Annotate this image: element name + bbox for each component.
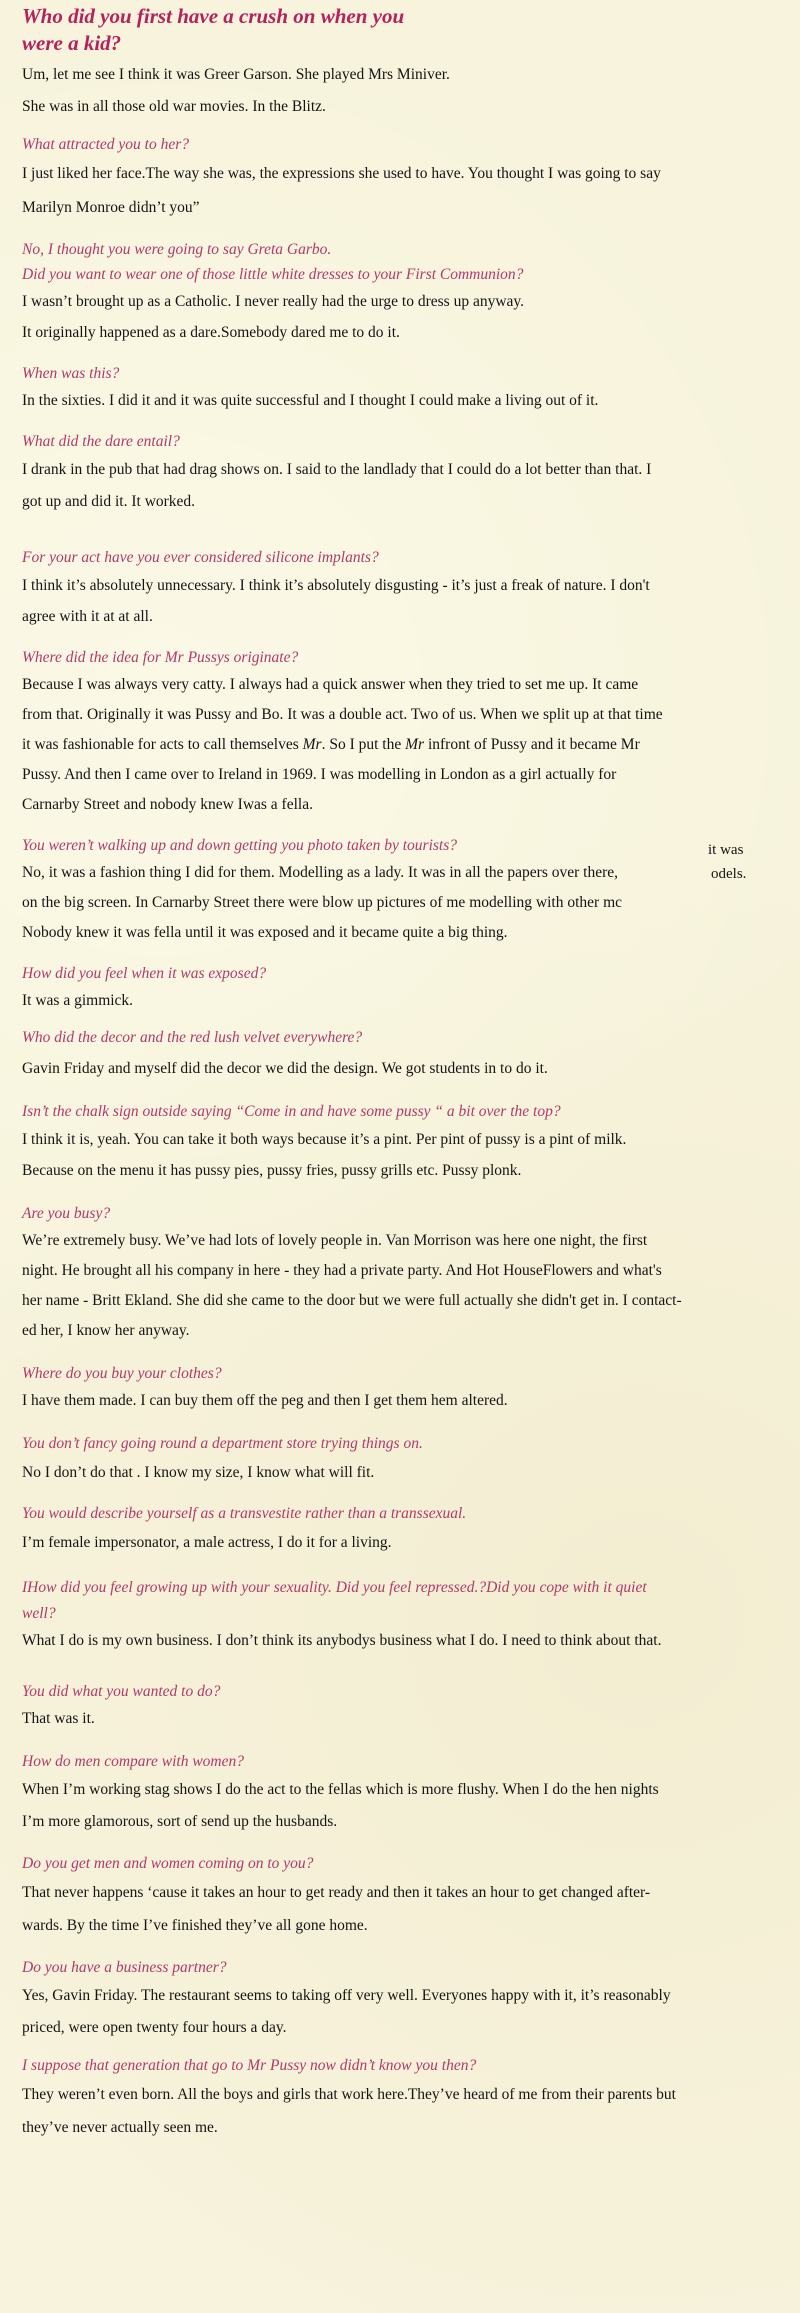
answer-line: I have them made. I can buy them off the peg and then I get them hem altered. xyxy=(22,1392,508,1409)
answer xyxy=(22,386,780,416)
question: When was this? xyxy=(22,365,120,382)
qa-item xyxy=(22,430,780,518)
qa-item xyxy=(22,1026,780,1084)
headline xyxy=(22,3,422,57)
answer-line: In the sixties. I did it and it was quite successful and I thought I could make a living out of it. xyxy=(22,392,599,409)
question: What did the dare entail? xyxy=(22,433,180,450)
qa-item xyxy=(22,834,780,948)
answer-line: No I don’t do that . I know my size, I know what will fit. xyxy=(22,1464,375,1481)
question: IHow did you feel growing up with your sexuality. Did you feel repressed.?Did you cope with it quiet xyxy=(22,1579,647,1596)
answer xyxy=(22,1528,780,1558)
answer-line: on the big screen. In Carnarby Street there were blow up pictures of me modelling with other mc xyxy=(22,894,623,911)
answer-line: Um, let me see I think it was Greer Garson. She played Mrs Miniver. xyxy=(22,66,450,83)
answer xyxy=(22,858,780,948)
answer xyxy=(22,1980,780,2044)
question: Where do you buy your clothes? xyxy=(22,1365,222,1382)
qa-item xyxy=(22,1956,780,2044)
answer-line: Because on the menu it has pussy pies, pussy fries, pussy grills etc. Pussy plonk. xyxy=(22,1162,522,1179)
cutoff-fragment: it was xyxy=(708,842,744,858)
qa-item xyxy=(22,646,780,820)
question: For your act have you ever considered silicone implants? xyxy=(22,549,379,566)
answer xyxy=(22,1704,780,1734)
qa-item xyxy=(22,1680,780,1734)
qa-item xyxy=(22,133,780,225)
answer-line: ed her, I know her anyway. xyxy=(22,1322,190,1339)
answer xyxy=(22,1774,780,1838)
answer xyxy=(22,1624,780,1658)
answer-line: agree with it at at all. xyxy=(22,608,153,625)
qa-item xyxy=(22,962,780,1016)
answer-emphasis: Mr xyxy=(405,736,425,753)
question: Did you want to wear one of those little white dresses to your First Communion? xyxy=(22,266,524,283)
answer xyxy=(22,1876,780,1942)
answer xyxy=(22,670,780,820)
answer-text: . So I put the xyxy=(321,736,406,753)
answer xyxy=(22,570,780,632)
answer xyxy=(22,986,780,1016)
answer xyxy=(22,2078,780,2144)
answer-line: She was in all those old war movies. In the Blitz. xyxy=(22,98,326,115)
answer-line: They weren’t even born. All the boys and girls that work here.They’ve heard of me from their parents but xyxy=(22,2086,676,2103)
qa-item xyxy=(22,546,780,632)
answer-line: That never happens ‘cause it takes an hour to get ready and then it takes an hour to get changed after- xyxy=(22,1884,651,1901)
answer-line: When I’m working stag shows I do the act to the fellas which is more flushy. When I do the hen nights xyxy=(22,1781,659,1798)
qa-item xyxy=(22,1852,780,1942)
question: Do you have a business partner? xyxy=(22,1959,227,1976)
qa-item xyxy=(22,1100,780,1186)
answer-line: It was a gimmick. xyxy=(22,992,134,1009)
answer-line: What I do is my own business. I don’t think its anybodys business what I do. I need to think about that. xyxy=(22,1632,662,1649)
answer-line: Gavin Friday and myself did the decor we did the design. We got students in to do it. xyxy=(22,1060,548,1077)
answer xyxy=(22,1124,780,1186)
answer-line: I’m female impersonator, a male actress, I do it for a living. xyxy=(22,1534,392,1551)
qa-item xyxy=(22,1750,780,1838)
answer xyxy=(22,59,780,123)
answer xyxy=(22,1054,780,1084)
answer xyxy=(22,157,780,225)
answer-text: infront of Pussy and it became Mr xyxy=(424,736,640,753)
qa-item xyxy=(22,1572,780,1658)
question: You would describe yourself as a transvestite rather than a transsexual. xyxy=(22,1505,467,1522)
answer xyxy=(22,1386,780,1416)
answer-line: Nobody knew it was fella until it was exposed and it became quite a big thing. xyxy=(22,924,508,941)
question: Where did the idea for Mr Pussys originate? xyxy=(22,649,299,666)
qa-item xyxy=(22,362,780,416)
answer-line: from that. Originally it was Pussy and Bo. It was a double act. Two of us. When we split up at that time xyxy=(22,706,663,723)
question: You don’t fancy going round a department store trying things on. xyxy=(22,1435,423,1452)
question: You did what you wanted to do? xyxy=(22,1683,221,1700)
answer xyxy=(22,454,780,518)
qa-item xyxy=(22,235,780,348)
answer-line xyxy=(22,730,780,760)
answer-line: night. He brought all his company in here - they had a private party. And Hot HouseFlowers and what's xyxy=(22,1262,662,1279)
answer-text: it was fashionable for acts to call themselves xyxy=(22,736,303,753)
question: well? xyxy=(22,1605,56,1622)
answer-line: I just liked her face.The way she was, the expressions she used to have. You thought I was going to say xyxy=(22,165,661,182)
answer-line: I drank in the pub that had drag shows on. I said to the landlady that I could do a lot better than that. I xyxy=(22,461,652,478)
question: What attracted you to her? xyxy=(22,136,190,153)
answer-line: got up and did it. It worked. xyxy=(22,493,196,510)
answer-line: Marilyn Monroe didn’t you” xyxy=(22,199,200,216)
qa-item xyxy=(22,1432,780,1488)
question: No, I thought you were going to say Greta Garbo. xyxy=(22,241,332,258)
answer-line: That was it. xyxy=(22,1710,95,1727)
answer-line: We’re extremely busy. We’ve had lots of lovely people in. Van Morrison was here one night, the first xyxy=(22,1232,648,1249)
question: I suppose that generation that go to Mr Pussy now didn’t know you then? xyxy=(22,2057,477,2074)
answer-line: Pussy. And then I came over to Ireland in 1969. I was modelling in London as a girl actually for xyxy=(22,766,617,783)
answer-line: No, it was a fashion thing I did for them. Modelling as a lady. It was in all the papers over there, xyxy=(22,864,619,881)
question: How do men compare with women? xyxy=(22,1753,245,1770)
answer-line: wards. By the time I’ve finished they’ve all gone home. xyxy=(22,1917,368,1934)
question: How did you feel when it was exposed? xyxy=(22,965,267,982)
qa-intro xyxy=(22,59,780,123)
question: Isn’t the chalk sign outside saying “Come in and have some pussy “ a bit over the top? xyxy=(22,1103,561,1120)
question: Do you get men and women coming on to you? xyxy=(22,1855,314,1872)
answer-line: Carnarby Street and nobody knew Iwas a fella. xyxy=(22,796,313,813)
answer-line: It originally happened as a dare.Somebody dared me to do it. xyxy=(22,324,400,341)
question: You weren’t walking up and down getting you photo taken by tourists? xyxy=(22,837,457,854)
answer-line: I’m more glamorous, sort of send up the husbands. xyxy=(22,1813,338,1830)
qa-item xyxy=(22,1202,780,1346)
headline-line-1: Who did you first have a crush on when you xyxy=(22,4,405,28)
qa-item xyxy=(22,2054,780,2144)
cutoff-fragment: odels. xyxy=(711,866,747,882)
answer-line: they’ve never actually seen me. xyxy=(22,2119,218,2136)
answer-line: her name - Britt Ekland. She did she came to the door but we were full actually she didn't get in. I contact- xyxy=(22,1292,682,1309)
answer xyxy=(22,286,780,348)
answer-line: Because I was always very catty. I always had a quick answer when they tried to set me up. It came xyxy=(22,676,639,693)
answer-emphasis: Mr xyxy=(302,736,322,753)
answer-line: I think it’s absolutely unnecessary. I think it’s absolutely disgusting - it’s just a freak of nature. I don't xyxy=(22,577,650,594)
answer-line: Yes, Gavin Friday. The restaurant seems to taking off very well. Everyones happy with it, it’s reasonably xyxy=(22,1987,671,2004)
answer-line: I wasn’t brought up as a Catholic. I never really had the urge to dress up anyway. xyxy=(22,293,525,310)
answer-line: priced, were open twenty four hours a day. xyxy=(22,2019,287,2036)
question: Are you busy? xyxy=(22,1205,111,1222)
answer xyxy=(22,1458,780,1488)
qa-item xyxy=(22,1362,780,1416)
question: Who did the decor and the red lush velvet everywhere? xyxy=(22,1029,363,1046)
headline-line-2: were a kid? xyxy=(22,31,122,55)
answer-line: I think it is, yeah. You can take it both ways because it’s a pint. Per pint of pussy is a pint of milk. xyxy=(22,1131,627,1148)
qa-item xyxy=(22,1502,780,1558)
answer xyxy=(22,1226,780,1346)
